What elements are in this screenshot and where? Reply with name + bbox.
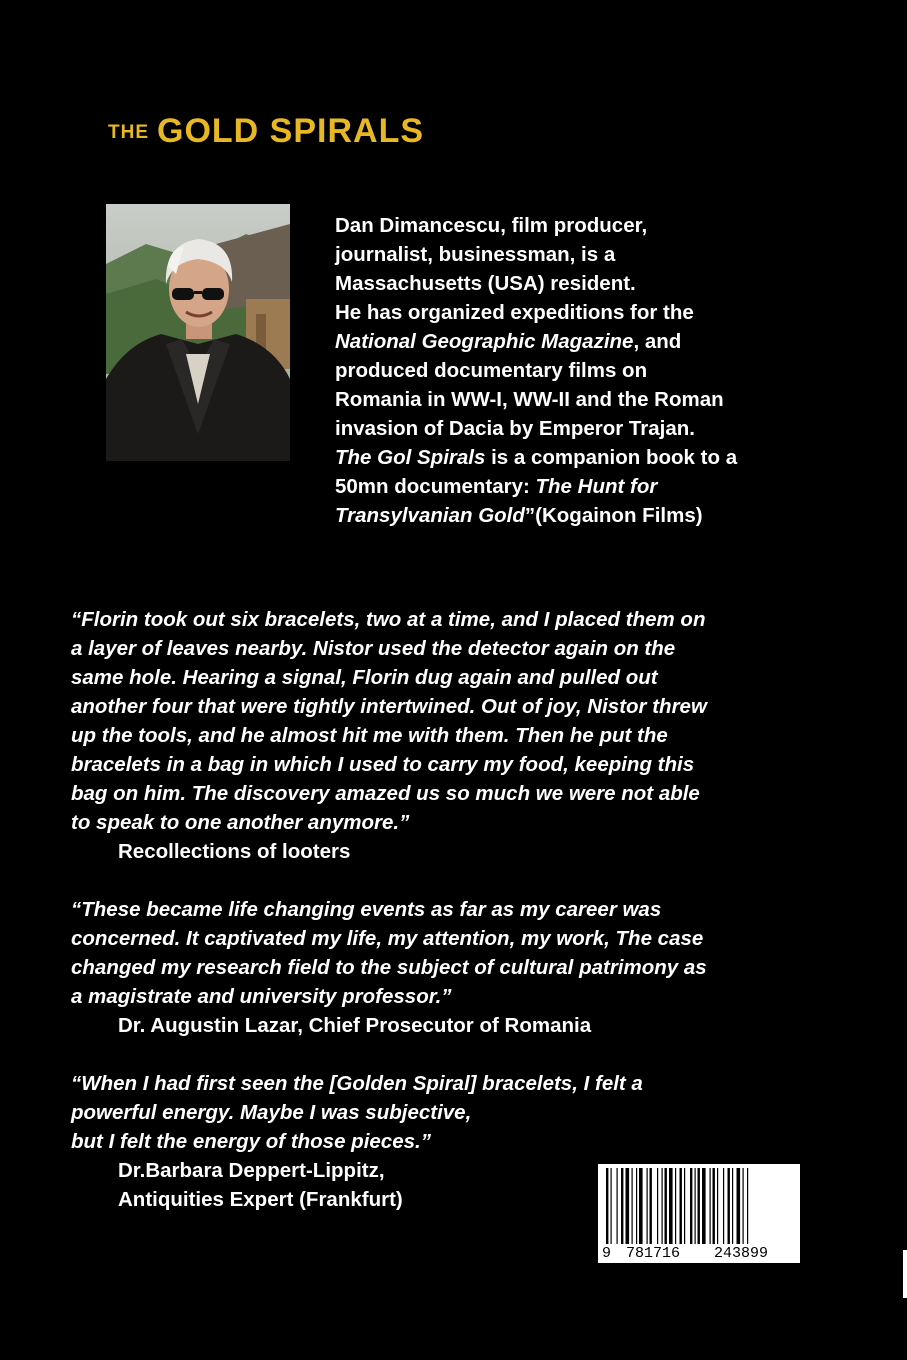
barcode-bar xyxy=(657,1168,658,1244)
barcode-bar xyxy=(717,1168,718,1244)
attribution-line: Antiquities Expert (Frankfurt) xyxy=(118,1188,403,1211)
attribution-deppert-lippitz xyxy=(118,1156,403,1214)
bio-line: Massachusetts (USA) resident. xyxy=(335,272,636,295)
quote-line: “Florin took out six bracelets, two at a time, and I placed them on xyxy=(71,608,706,631)
barcode-bar xyxy=(621,1168,623,1244)
barcode-bar xyxy=(650,1168,652,1244)
barcode-bar xyxy=(662,1168,663,1244)
quote-line: another four that were tightly intertwined. Out of joy, Nistor threw xyxy=(71,695,707,718)
bio-text: , and xyxy=(633,330,682,353)
barcode-bar xyxy=(669,1168,673,1244)
barcode-bar xyxy=(713,1168,715,1244)
bio-line: invasion of Dacia by Emperor Trajan. xyxy=(335,417,696,440)
attribution-line: Dr.Barbara Deppert-Lippitz, xyxy=(118,1159,385,1182)
quote-line: to speak to one another anymore.” xyxy=(71,811,410,834)
barcode-digits-left: 781716 xyxy=(626,1245,681,1262)
quote-line: a magistrate and university professor.” xyxy=(71,985,452,1008)
isbn-barcode xyxy=(598,1164,800,1263)
quote-line: up the tools, and he almost hit me with them. Then he put the xyxy=(71,724,668,747)
bio-line xyxy=(335,501,875,530)
bio-line xyxy=(335,443,875,472)
bio-line xyxy=(335,472,875,501)
barcode-bar xyxy=(737,1168,741,1244)
barcode-bar xyxy=(695,1168,696,1244)
barcode-bar xyxy=(606,1168,608,1244)
quote-line: changed my research field to the subject of cultural patrimony as xyxy=(71,956,707,979)
edge-mark xyxy=(903,1250,907,1298)
bio-line: produced documentary films on xyxy=(335,359,648,382)
barcode-bar xyxy=(680,1168,682,1244)
attribution-line: Recollections of looters xyxy=(118,840,351,863)
book-title xyxy=(108,112,424,151)
quote-line: “These became life changing events as far as my career was xyxy=(71,898,662,921)
barcode-bar xyxy=(710,1168,711,1244)
barcode-bar xyxy=(743,1168,744,1244)
attribution-looters xyxy=(118,837,350,866)
author-photo xyxy=(106,204,290,461)
bio-line: Romania in WW-I, WW-II and the Roman xyxy=(335,388,724,411)
attribution-lazar xyxy=(118,1011,591,1040)
barcode-digits-right: 243899 xyxy=(714,1245,769,1262)
quote-line: same hole. Hearing a signal, Florin dug again and pulled out xyxy=(71,666,658,689)
magazine-title: National Geographic Magazine xyxy=(335,330,634,353)
barcode-bar xyxy=(617,1168,618,1244)
bio-text: is a companion book to a xyxy=(485,446,738,469)
barcode-bar xyxy=(684,1168,685,1244)
bio-line: He has organized expeditions for the xyxy=(335,301,694,324)
barcode-bar xyxy=(665,1168,667,1244)
barcode-bar xyxy=(690,1168,692,1244)
quote-line: bag on him. The discovery amazed us so much we were not able xyxy=(71,782,700,805)
quote-line: “When I had first seen the [Golden Spiral] bracelets, I felt a xyxy=(71,1072,643,1095)
quote-lazar xyxy=(71,895,831,1011)
quote-looters xyxy=(71,605,831,837)
bio-line: Dan Dimancescu, film producer, xyxy=(335,214,648,237)
barcode-bar xyxy=(698,1168,700,1244)
barcode-digit-lead: 9 xyxy=(602,1245,612,1262)
film-title: The Hunt for xyxy=(535,475,658,498)
quote-line: bracelets in a bag in which I used to carry my food, keeping this xyxy=(71,753,695,776)
quote-line: concerned. It captivated my life, my attention, my work, The case xyxy=(71,927,704,950)
quote-line: but I felt the energy of those pieces.” xyxy=(71,1130,431,1153)
author-bio xyxy=(335,211,875,530)
barcode-bar xyxy=(675,1168,676,1244)
barcode-bar xyxy=(639,1168,643,1244)
barcode-bar xyxy=(626,1168,630,1244)
barcode-digits xyxy=(598,1243,800,1263)
barcode-bar xyxy=(647,1168,648,1244)
quote-line: a layer of leaves nearby. Nistor used the detector again on the xyxy=(71,637,676,660)
bio-line: journalist, businessman, is a xyxy=(335,243,616,266)
book-title-ref: The Gol Spirals xyxy=(335,446,486,469)
title-prefix: THE xyxy=(108,122,149,143)
author-portrait-image xyxy=(106,204,290,461)
bio-text: 50mn documentary: xyxy=(335,475,536,498)
barcode-bar xyxy=(611,1168,612,1244)
title-main: GOLD SPIRALS xyxy=(157,112,425,150)
quote-line: powerful energy. Maybe I was subjective, xyxy=(71,1101,472,1124)
barcode-bar xyxy=(702,1168,706,1244)
film-title: Transylvanian Gold xyxy=(335,504,525,527)
quote-deppert-lippitz xyxy=(71,1069,831,1156)
barcode-bar xyxy=(723,1168,724,1244)
barcode-bar xyxy=(632,1168,633,1244)
barcode-bars xyxy=(598,1164,800,1244)
bio-line xyxy=(335,327,875,356)
barcode-bar xyxy=(732,1168,733,1244)
barcode-bar xyxy=(747,1168,748,1244)
attribution-line: Dr. Augustin Lazar, Chief Prosecutor of Romania xyxy=(118,1014,592,1037)
barcode-bar xyxy=(728,1168,730,1244)
bio-text: ”(Kogainon Films) xyxy=(524,504,703,527)
barcode-bar xyxy=(636,1168,637,1244)
